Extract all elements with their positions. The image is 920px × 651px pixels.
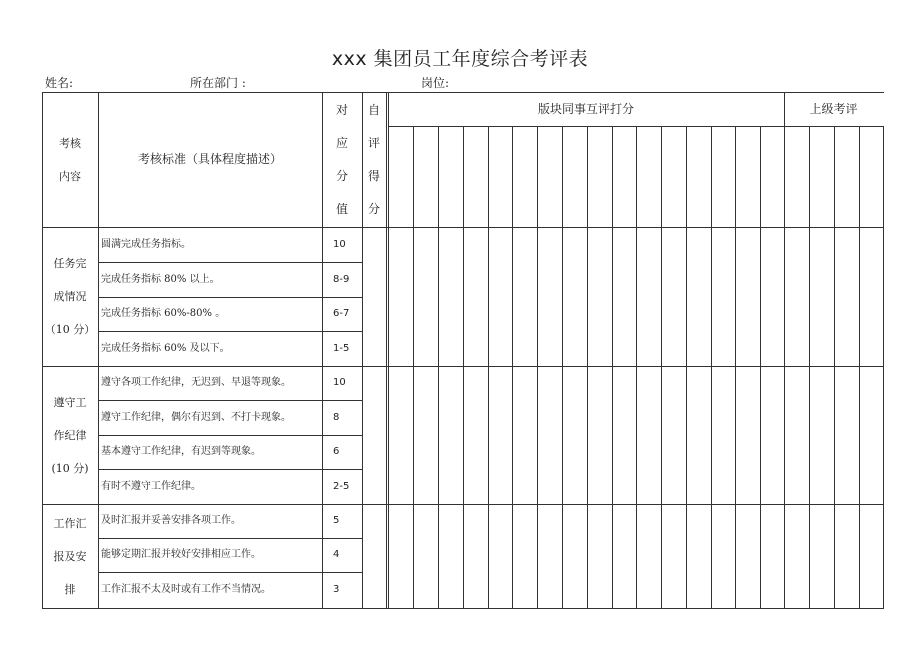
grid-vline [834,126,835,608]
category-label [42,227,98,366]
criterion-score: 4 [333,549,340,560]
category-line: 作纪律 [53,428,87,442]
criterion-text: 遵守工作纪律，偶尔有迟到、不打卡现象。 [101,411,291,423]
criterion-text: 工作汇报不太及时或有工作不当情况。 [101,584,271,595]
criterion-text: 圆满完成任务指标。 [101,238,191,250]
header-self-eval [362,92,386,227]
criterion-score: 3 [333,584,340,595]
header-self-char: 分 [367,201,380,216]
grid-vline [463,126,464,608]
criterion-score: 10 [333,238,346,250]
category-line: （10 分） [44,323,96,336]
criterion-text: 完成任务指标 60%-80% 。 [101,308,226,319]
grid-vline [562,126,563,608]
category-line: 报及安 [53,549,87,563]
header-self-char: 评 [367,135,380,150]
grid-vline [612,126,613,608]
category-label [42,504,98,608]
header-score-char: 应 [335,135,348,150]
category-line: (10 分) [51,461,89,475]
grid-vline [686,126,687,608]
category-line: 任务完 [53,257,87,270]
position-label: 岗位: [421,76,450,90]
category-line: 遵守工 [53,395,87,409]
grid-vline [809,126,810,608]
grid-vline [413,126,414,608]
header-score-char: 对 [335,102,348,117]
grid-vline [438,126,439,608]
header-content-line: 考核 [59,136,81,150]
grid-vline [760,126,761,608]
criterion-score: 6 [333,446,340,457]
grid-vline [883,126,884,608]
grid-vline [661,126,662,608]
grid-vline [512,126,513,608]
grid-vline [859,126,860,608]
table-bottom-border [42,608,884,609]
header-peer-eval: 版块同事互评打分 [537,101,634,116]
grid-vline [386,92,387,608]
category-line: 排 [64,582,76,596]
criterion-text: 及时汇报并妥善安排各项工作。 [101,515,241,526]
category-line: 工作汇 [53,516,87,530]
header-superior-eval: 上级考评 [809,101,858,116]
header-standard: 考核标准（具体程度描述） [137,152,282,167]
criterion-text: 完成任务指标 60% 及以下。 [101,342,230,354]
header-self-char: 自 [367,102,380,117]
category-label [42,366,98,504]
header-score-char: 分 [335,168,348,183]
grid-vline [388,92,389,608]
criterion-text: 基本遵守工作纪律，有迟到等现象。 [101,446,261,457]
header-score-char: 值 [335,201,348,216]
grid-vline [636,126,637,608]
header-content-line: 内容 [59,169,81,183]
superior-divider [784,92,785,608]
grid-vline [711,126,712,608]
criterion-score: 1-5 [333,342,350,354]
header-content [42,92,98,227]
criterion-text: 有时不遵守工作纪律。 [101,480,201,492]
header-score [322,92,362,227]
criterion-score: 8-9 [333,273,350,285]
criterion-text: 遵守各项工作纪律，无迟到、早退等现象。 [101,377,291,388]
name-label: 姓名: [45,76,74,90]
criterion-score: 2-5 [333,480,350,492]
grid-vline [735,126,736,608]
criterion-score: 10 [333,377,346,388]
criterion-score: 6-7 [333,308,350,319]
department-label: 所在部门 : [190,76,246,90]
grid-vline [537,126,538,608]
criterion-text: 完成任务指标 80% 以上。 [101,273,220,285]
criterion-score: 5 [333,515,340,526]
criterion-score: 8 [333,411,340,423]
grid-vline [488,126,489,608]
criterion-text: 能够定期汇报并较好安排相应工作。 [101,549,261,560]
grid-vline [587,126,588,608]
category-line: 成情况 [53,290,87,303]
form-title: xxx 集团员工年度综合考评表 [331,48,589,70]
header-self-char: 得 [367,168,380,183]
